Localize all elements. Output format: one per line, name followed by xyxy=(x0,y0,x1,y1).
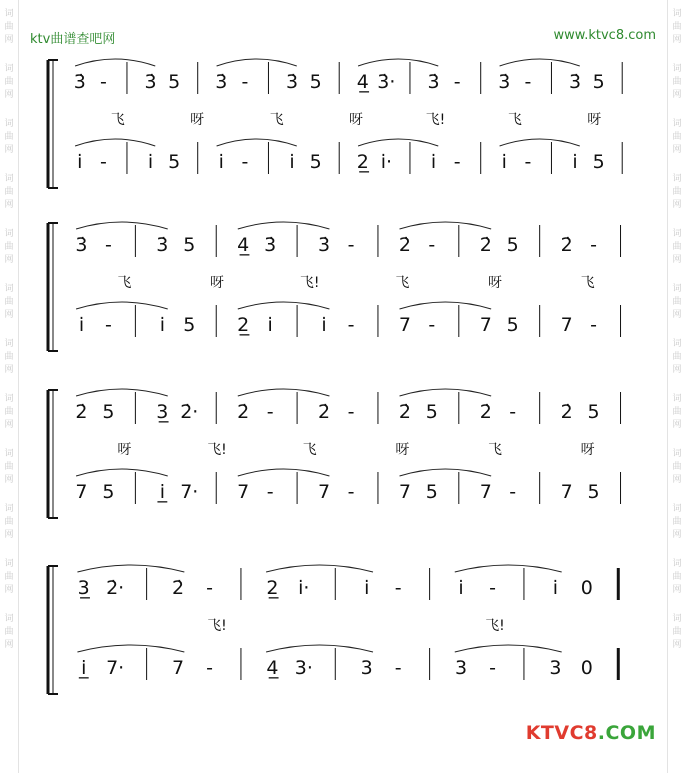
lower-note: 7 xyxy=(479,314,492,336)
slur-arc xyxy=(75,59,155,66)
upper-note: - xyxy=(347,234,355,256)
upper-note: - xyxy=(241,71,249,93)
lower-note: 7 xyxy=(172,657,185,679)
upper-note: 5 xyxy=(425,401,438,423)
lower-note: i̇· xyxy=(380,151,393,173)
upper-note: 2̇· xyxy=(106,577,125,599)
slur-arc xyxy=(266,645,373,652)
watermark-glyph: 词 xyxy=(4,339,14,349)
watermark-glyph: 曲 xyxy=(672,627,682,637)
watermark-glyph: 词 xyxy=(672,504,682,514)
upper-note: 3̇ xyxy=(144,71,157,93)
watermark-glyph: 网 xyxy=(4,200,14,210)
upper-note: 5 xyxy=(506,234,519,256)
upper-note: i̇ xyxy=(458,577,464,599)
watermark-glyph: 网 xyxy=(4,90,14,100)
lyric-word: 飞 xyxy=(302,442,317,458)
watermark-glyph: 网 xyxy=(4,475,14,485)
slur-arc xyxy=(77,645,184,652)
lower-note: 7 xyxy=(560,314,573,336)
watermark-glyph: 词 xyxy=(672,119,682,129)
watermark-glyph: 网 xyxy=(4,145,14,155)
watermark-glyph: 词 xyxy=(672,64,682,74)
watermark-glyph: 曲 xyxy=(4,352,14,362)
lyric-word: 飞! xyxy=(485,618,505,634)
watermark-glyph: 网 xyxy=(672,310,682,320)
lower-note: i̇ xyxy=(430,151,437,173)
upper-note: 5 xyxy=(592,71,605,93)
watermark-glyph: 曲 xyxy=(672,22,682,32)
upper-note: - xyxy=(266,401,274,423)
lower-note: 5 xyxy=(102,481,115,503)
watermark-glyph: 曲 xyxy=(4,572,14,582)
lyric-word: 呀 xyxy=(580,442,595,458)
upper-note: 4̲ xyxy=(237,234,250,256)
upper-note: 3̇ xyxy=(568,71,582,93)
watermark-glyph: 网 xyxy=(4,35,14,45)
lower-note: 3 xyxy=(360,657,373,679)
slur-arc xyxy=(238,469,330,476)
site-url: www.ktvc8.com xyxy=(553,28,656,43)
upper-note: 4̲ xyxy=(356,71,369,93)
watermark-glyph: 词 xyxy=(4,559,14,569)
lower-note: - xyxy=(206,657,213,679)
slur-arc xyxy=(76,469,168,476)
watermark-glyph: 词 xyxy=(4,614,14,624)
upper-note: 3̇ xyxy=(285,71,299,93)
logo-part-1: KTVC8 xyxy=(525,722,598,744)
slur-arc xyxy=(455,645,562,652)
lyric-word: 呀 xyxy=(117,442,132,458)
watermark-glyph: 网 xyxy=(672,585,682,595)
upper-note: - xyxy=(347,401,355,423)
upper-note: 5 xyxy=(102,401,115,423)
ktvc8-logo xyxy=(526,722,656,744)
lower-note: 5 xyxy=(168,151,181,173)
lyric-word: 飞! xyxy=(207,442,227,458)
watermark-glyph: 词 xyxy=(4,119,14,129)
lower-note: i̇ xyxy=(267,314,273,336)
slur-arc xyxy=(400,222,492,229)
watermark-glyph: 网 xyxy=(4,310,14,320)
watermark-glyph: 曲 xyxy=(672,187,682,197)
slur-arc xyxy=(238,389,330,396)
slur-arc xyxy=(77,565,184,572)
lower-note: 2̲ xyxy=(356,151,369,173)
lower-note: 3· xyxy=(294,657,313,679)
lyric-word: 飞 xyxy=(580,275,595,291)
watermark-glyph: 词 xyxy=(4,174,14,184)
watermark-glyph: 词 xyxy=(672,449,682,459)
lyric-word: 呀 xyxy=(488,275,502,291)
lower-note: 4̲ xyxy=(266,657,279,679)
lower-note: - xyxy=(266,481,274,503)
lower-note: - xyxy=(489,657,496,679)
lower-note: 3 xyxy=(455,657,468,679)
upper-note: i̇ xyxy=(552,577,559,599)
lower-note: 7 xyxy=(318,481,331,503)
watermark-glyph: 网 xyxy=(672,640,682,650)
slur-arc xyxy=(76,389,168,396)
lower-note: 7 xyxy=(75,481,88,503)
lower-note: i̇ xyxy=(572,151,578,173)
upper-note: - xyxy=(590,234,598,256)
lyric-word: 呀 xyxy=(190,112,205,128)
lower-note: 5 xyxy=(309,151,322,173)
upper-note: - xyxy=(524,71,532,93)
lower-note: 5 xyxy=(587,481,600,503)
upper-note: 3̇ xyxy=(75,234,88,256)
watermark-glyph: 词 xyxy=(4,229,14,239)
watermark-glyph: 词 xyxy=(4,64,14,74)
lower-note: 7· xyxy=(180,481,199,503)
site-name: ktv曲谱查吧网 xyxy=(30,32,116,47)
slur-arc xyxy=(400,389,492,396)
watermark-glyph: 网 xyxy=(672,90,682,100)
slur-arc xyxy=(500,59,580,66)
watermark-glyph: 曲 xyxy=(672,77,682,87)
upper-note: - xyxy=(489,577,496,599)
watermark-glyph: 网 xyxy=(4,255,14,265)
watermark-glyph: 词 xyxy=(4,449,14,459)
watermark-glyph: 曲 xyxy=(4,297,14,307)
lower-note: 5 xyxy=(592,151,605,173)
lyric-word: 呀 xyxy=(210,275,224,291)
upper-note: 3̇ xyxy=(427,71,440,93)
watermark-glyph: 词 xyxy=(672,284,682,294)
watermark-glyph: 网 xyxy=(4,640,14,650)
watermark-glyph: 网 xyxy=(4,420,14,430)
slur-arc xyxy=(217,139,297,146)
lower-note: i̇ xyxy=(321,314,327,336)
slur-arc xyxy=(400,302,492,309)
upper-note: - xyxy=(104,234,112,256)
upper-note: 2̇ xyxy=(172,577,185,599)
upper-note: 3̇ xyxy=(156,234,169,256)
lower-note: - xyxy=(524,151,532,173)
lower-note: - xyxy=(590,314,598,336)
watermark-glyph: 网 xyxy=(672,255,682,265)
watermark-glyph: 词 xyxy=(672,9,682,19)
watermark-glyph: 词 xyxy=(4,394,14,404)
lower-note: 5 xyxy=(425,481,438,503)
lyric-word: 飞 xyxy=(117,275,132,291)
watermark-glyph: 曲 xyxy=(4,627,14,637)
lower-note: i̇ xyxy=(501,151,507,173)
lower-note: 5 xyxy=(506,314,519,336)
upper-note: 3̇· xyxy=(377,71,396,93)
watermark-glyph: 曲 xyxy=(4,517,14,527)
upper-note: - xyxy=(428,234,436,256)
lower-note: 5 xyxy=(183,314,196,336)
lower-note: 3 xyxy=(549,657,562,679)
lower-note: i̲ xyxy=(81,657,87,679)
lyric-word: 呀 xyxy=(349,112,363,128)
lower-note: - xyxy=(241,151,249,173)
lower-note: - xyxy=(394,657,402,679)
logo-part-2: .COM xyxy=(597,722,656,744)
upper-note: 3̲ xyxy=(77,577,90,599)
watermark-glyph: 词 xyxy=(672,394,682,404)
upper-note: 2̇ xyxy=(318,401,331,423)
lower-note: 7· xyxy=(106,657,125,679)
upper-note: i̇ xyxy=(364,577,370,599)
slur-arc xyxy=(238,222,330,229)
lower-note: - xyxy=(509,481,517,503)
watermark-glyph: 曲 xyxy=(672,517,682,527)
upper-note: 2̇· xyxy=(180,401,199,423)
lower-note: 7 xyxy=(479,481,492,503)
watermark-glyph: 词 xyxy=(4,284,14,294)
watermark-glyph: 词 xyxy=(672,559,682,569)
upper-note: 2̇ xyxy=(398,401,411,423)
watermark-glyph: 词 xyxy=(4,504,14,514)
lower-note: i̇ xyxy=(147,151,154,173)
slur-arc xyxy=(75,139,155,146)
upper-note: 3̇ xyxy=(318,234,331,256)
watermark-glyph: 词 xyxy=(4,9,14,19)
watermark-glyph: 曲 xyxy=(4,77,14,87)
watermark-glyph: 词 xyxy=(672,229,682,239)
upper-note: - xyxy=(394,577,402,599)
watermark-glyph: 曲 xyxy=(672,297,682,307)
lower-note: i̇ xyxy=(78,314,85,336)
lower-note: i̇ xyxy=(77,151,83,173)
upper-note: 2̲ xyxy=(266,577,279,599)
watermark-glyph: 网 xyxy=(672,35,682,45)
slur-arc xyxy=(400,469,492,476)
lower-note: - xyxy=(453,151,461,173)
upper-note: 3̇ xyxy=(73,71,86,93)
upper-note: 5 xyxy=(168,71,181,93)
upper-note: 5 xyxy=(183,234,196,256)
upper-note: - xyxy=(99,71,107,93)
watermark-glyph: 曲 xyxy=(4,407,14,417)
watermark-glyph: 词 xyxy=(672,614,682,624)
watermark-glyph: 曲 xyxy=(4,462,14,472)
upper-note: 5 xyxy=(309,71,322,93)
lower-note: - xyxy=(347,314,355,336)
upper-note: 0 xyxy=(580,577,593,599)
slur-arc xyxy=(266,565,373,572)
lower-note: 7 xyxy=(560,481,573,503)
lyric-word: 呀 xyxy=(587,112,602,128)
lower-note: 7 xyxy=(237,481,250,503)
slur-arc xyxy=(358,59,438,66)
upper-note: 2̇ xyxy=(398,234,411,256)
lower-note: 7 xyxy=(398,481,411,503)
slur-arc xyxy=(358,139,438,146)
watermark-glyph: 曲 xyxy=(672,352,682,362)
upper-note: 2̇ xyxy=(479,401,492,423)
lyric-word: 飞! xyxy=(299,275,320,291)
lower-note: - xyxy=(428,314,436,336)
upper-note: 3̇ xyxy=(264,234,277,256)
lyric-word: 飞! xyxy=(207,618,227,634)
watermark-glyph: 曲 xyxy=(672,242,682,252)
lyric-word: 呀 xyxy=(395,442,410,458)
watermark-glyph: 网 xyxy=(672,420,682,430)
watermark-glyph: 网 xyxy=(4,365,14,375)
lower-note: - xyxy=(104,314,112,336)
slur-arc xyxy=(76,302,168,309)
lyric-word: 飞 xyxy=(395,275,410,291)
watermark-glyph: 词 xyxy=(672,174,682,184)
watermark-glyph: 曲 xyxy=(4,22,14,32)
watermark-glyph: 曲 xyxy=(4,242,14,252)
lyric-word: 飞 xyxy=(488,442,502,458)
lower-note: i̇ xyxy=(159,314,165,336)
slur-arc xyxy=(500,139,580,146)
upper-note: i̇· xyxy=(298,577,310,599)
upper-note: 5 xyxy=(587,401,600,423)
watermark-glyph: 网 xyxy=(672,365,682,375)
lower-note: 2̲ xyxy=(237,314,250,336)
upper-note: 2̇ xyxy=(75,401,88,423)
watermark-glyph: 曲 xyxy=(4,132,14,142)
lyric-word: 飞 xyxy=(507,112,522,128)
slur-arc xyxy=(76,222,168,229)
slur-arc xyxy=(217,59,297,66)
lyric-word: 飞! xyxy=(425,112,446,128)
upper-note: 2̇ xyxy=(237,401,250,423)
slur-arc xyxy=(455,565,562,572)
watermark-glyph: 网 xyxy=(672,145,682,155)
upper-note: 3̇ xyxy=(498,71,511,93)
lower-note: 7 xyxy=(398,314,411,336)
watermark-glyph: 网 xyxy=(672,530,682,540)
upper-note: - xyxy=(509,401,517,423)
lower-note: 0 xyxy=(580,657,593,679)
watermark-glyph: 曲 xyxy=(672,462,682,472)
watermark-glyph: 词 xyxy=(672,339,682,349)
watermark-glyph: 曲 xyxy=(672,407,682,417)
watermark-glyph: 曲 xyxy=(672,572,682,582)
lower-note: i̲ xyxy=(159,481,165,503)
lower-note: - xyxy=(99,151,107,173)
lower-note: i̇ xyxy=(218,151,224,173)
lyric-word: 飞 xyxy=(110,112,125,128)
upper-note: 2̇ xyxy=(560,234,573,256)
lower-note: i̇ xyxy=(289,151,295,173)
watermark-glyph: 网 xyxy=(4,530,14,540)
lyric-word: 飞 xyxy=(269,112,284,128)
upper-note: - xyxy=(453,71,461,93)
watermark-glyph: 网 xyxy=(4,585,14,595)
slur-arc xyxy=(238,302,330,309)
upper-note: 3̇ xyxy=(215,71,228,93)
upper-note: 2̇ xyxy=(479,234,492,256)
watermark-glyph: 曲 xyxy=(672,132,682,142)
watermark-glyph: 曲 xyxy=(4,187,14,197)
upper-note: 3̲ xyxy=(156,401,169,423)
watermark-glyph: 网 xyxy=(672,475,682,485)
upper-note: 2̇ xyxy=(560,401,573,423)
upper-note: - xyxy=(206,577,213,599)
watermark-glyph: 网 xyxy=(672,200,682,210)
lower-note: - xyxy=(347,481,355,503)
